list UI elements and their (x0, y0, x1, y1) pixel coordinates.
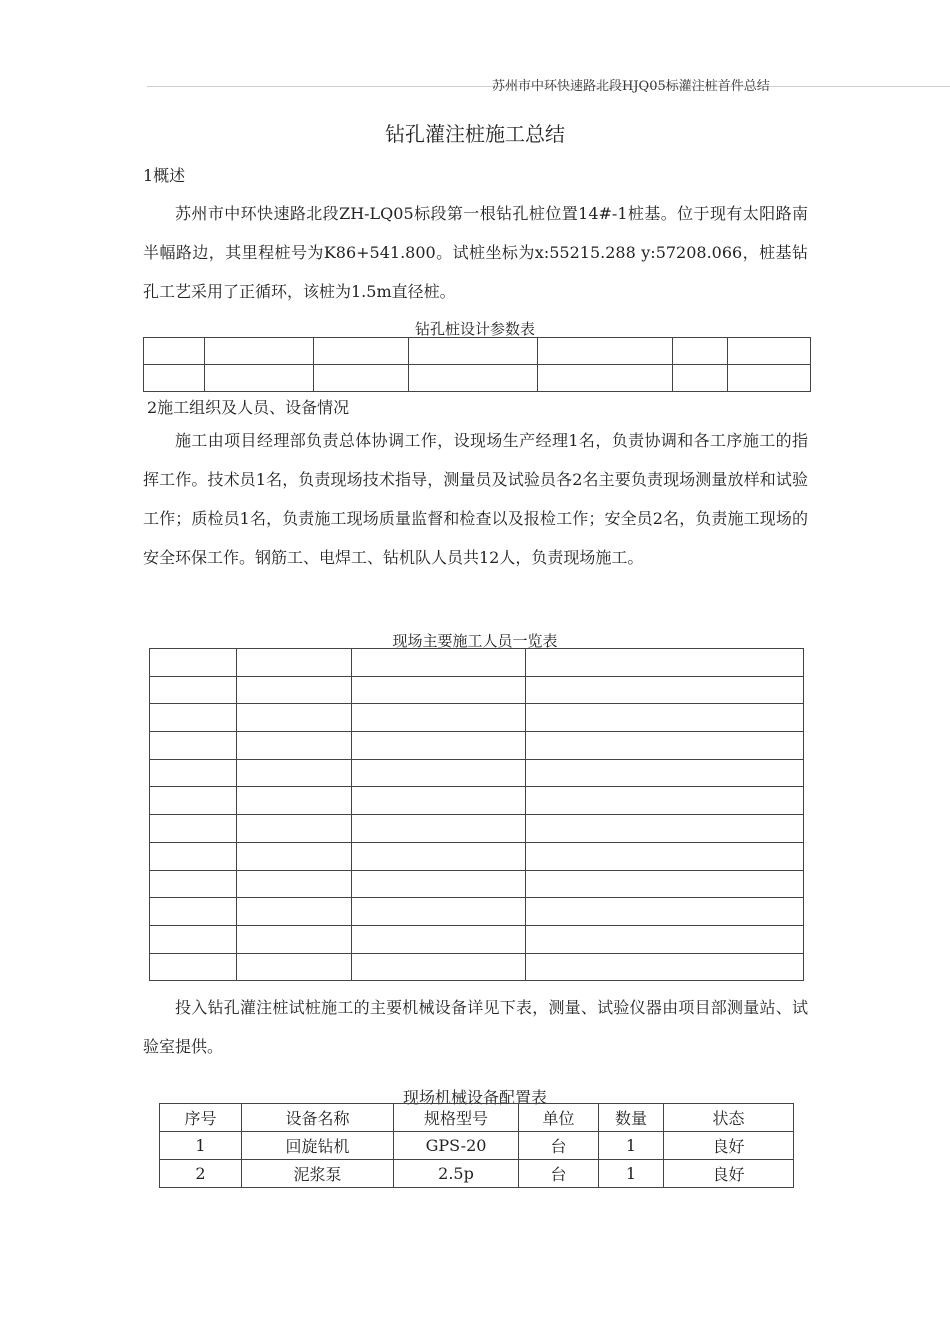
table-cell: 回旋钻机 (242, 1132, 394, 1160)
design-parameter-table (143, 337, 811, 392)
table-cell (526, 759, 804, 787)
table-cell (526, 925, 804, 953)
table-cell (352, 676, 526, 704)
table-cell (352, 759, 526, 787)
table-cell (352, 649, 526, 677)
table-cell (150, 925, 237, 953)
table-cell (526, 704, 804, 732)
table-cell (526, 815, 804, 843)
table-cell (150, 676, 237, 704)
table-cell (409, 365, 538, 392)
table-cell (538, 338, 673, 365)
table-cell (150, 759, 237, 787)
table-row (150, 787, 804, 815)
table-cell (352, 953, 526, 981)
table-cell (728, 365, 811, 392)
table-cell (150, 898, 237, 926)
table-3-caption: 现场机械设备配置表 (402, 1088, 547, 1107)
table-cell (352, 842, 526, 870)
table-row (144, 338, 811, 365)
table-cell: 台 (519, 1160, 599, 1188)
personnel-table (149, 648, 804, 981)
column-header-name: 设备名称 (242, 1104, 394, 1132)
table-cell (673, 365, 728, 392)
table-row (150, 870, 804, 898)
table-1-caption: 钻孔桩设计参数表 (414, 320, 535, 338)
table-2-caption: 现场主要施工人员一览表 (392, 632, 558, 650)
section-1-heading: 1概述 (143, 166, 186, 185)
column-header-model: 规格型号 (394, 1104, 519, 1132)
table-cell (352, 787, 526, 815)
table-cell (150, 842, 237, 870)
table-cell (314, 365, 409, 392)
column-header-index: 序号 (160, 1104, 242, 1132)
table-cell (150, 649, 237, 677)
table-row (150, 704, 804, 732)
table-cell (150, 953, 237, 981)
table-cell: 1 (599, 1132, 664, 1160)
table-cell (352, 870, 526, 898)
table-cell: 1 (160, 1132, 242, 1160)
table-cell (237, 870, 352, 898)
table-cell (237, 649, 352, 677)
table-row (150, 898, 804, 926)
table-cell (409, 338, 538, 365)
table-cell: 2.5p (394, 1160, 519, 1188)
table-cell (237, 898, 352, 926)
table-row (150, 925, 804, 953)
table-cell (150, 704, 237, 732)
table-cell (352, 898, 526, 926)
table-cell (150, 870, 237, 898)
table-row (150, 676, 804, 704)
table-cell (526, 953, 804, 981)
table-row (160, 1132, 794, 1160)
table-cell (352, 815, 526, 843)
table-cell (205, 365, 314, 392)
running-header: 苏州市中环快速路北段HJQ05标灌注桩首件总结 (492, 79, 770, 94)
table-header-row (160, 1104, 794, 1132)
table-cell (205, 338, 314, 365)
table-cell: 2 (160, 1160, 242, 1188)
table-cell (352, 925, 526, 953)
table-cell (538, 365, 673, 392)
table-row (150, 732, 804, 760)
table-cell (144, 365, 205, 392)
table-row (150, 842, 804, 870)
table-cell (144, 338, 205, 365)
table-cell (150, 732, 237, 760)
table-cell (526, 870, 804, 898)
table-cell (237, 842, 352, 870)
table-row (160, 1160, 794, 1188)
table-cell (237, 676, 352, 704)
table-row (150, 649, 804, 677)
table-cell (352, 732, 526, 760)
table-cell (150, 787, 237, 815)
table-cell: 良好 (664, 1160, 794, 1188)
document-title: 钻孔灌注桩施工总结 (385, 122, 565, 146)
table-cell (728, 338, 811, 365)
column-header-unit: 单位 (519, 1104, 599, 1132)
table-cell (526, 842, 804, 870)
table-cell: 泥浆泵 (242, 1160, 394, 1188)
table-cell (526, 787, 804, 815)
table-cell (526, 898, 804, 926)
column-header-status: 状态 (664, 1104, 794, 1132)
table-cell (237, 759, 352, 787)
table-cell: 良好 (664, 1132, 794, 1160)
equipment-paragraph: 投入钻孔灌注桩试桩施工的主要机械设备详见下表，测量、试验仪器由项目部测量站、试验室提供。 (143, 998, 808, 1056)
section-2-heading: 2施工组织及人员、设备情况 (147, 398, 350, 417)
equipment-table (159, 1103, 794, 1188)
section-2-paragraph: 施工由项目经理部负责总体协调工作，设现场生产经理1名，负责协调和各工序施工的指挥工作。技术员1名，负责现场技术指导，测量员及试验员各2名主要负责现场测量放样和试验工作；质检员1名，负责施工现场质量监督和检查以及报检工作；安全员2名，负责施工现场的安全环保工作。钢筋工、电焊工、钻机队人员共12人，负责现场施工。 (143, 431, 808, 567)
column-header-quantity: 数量 (599, 1104, 664, 1132)
table-cell (352, 704, 526, 732)
table-cell (673, 338, 728, 365)
table-row (150, 759, 804, 787)
table-cell (237, 704, 352, 732)
table-cell (237, 732, 352, 760)
table-cell (526, 676, 804, 704)
table-row (150, 953, 804, 981)
table-cell: GPS-20 (394, 1132, 519, 1160)
table-cell (314, 338, 409, 365)
table-cell: 1 (599, 1160, 664, 1188)
table-cell (237, 925, 352, 953)
table-cell (150, 815, 237, 843)
section-1-paragraph: 苏州市中环快速路北段ZH-LQ05标段第一根钻孔桩位置14#-1桩基。位于现有太阳路南半幅路边，其里程桩号为K86+541.800。试桩坐标为x:55215.288 y:57208.066，桩基钻孔工艺采用了正循环，该桩为1.5m直径桩。 (143, 204, 808, 301)
table-cell (526, 732, 804, 760)
table-row (144, 365, 811, 392)
table-cell: 台 (519, 1132, 599, 1160)
table-row (150, 815, 804, 843)
table-cell (237, 953, 352, 981)
table-cell (237, 787, 352, 815)
table-cell (526, 649, 804, 677)
table-cell (237, 815, 352, 843)
